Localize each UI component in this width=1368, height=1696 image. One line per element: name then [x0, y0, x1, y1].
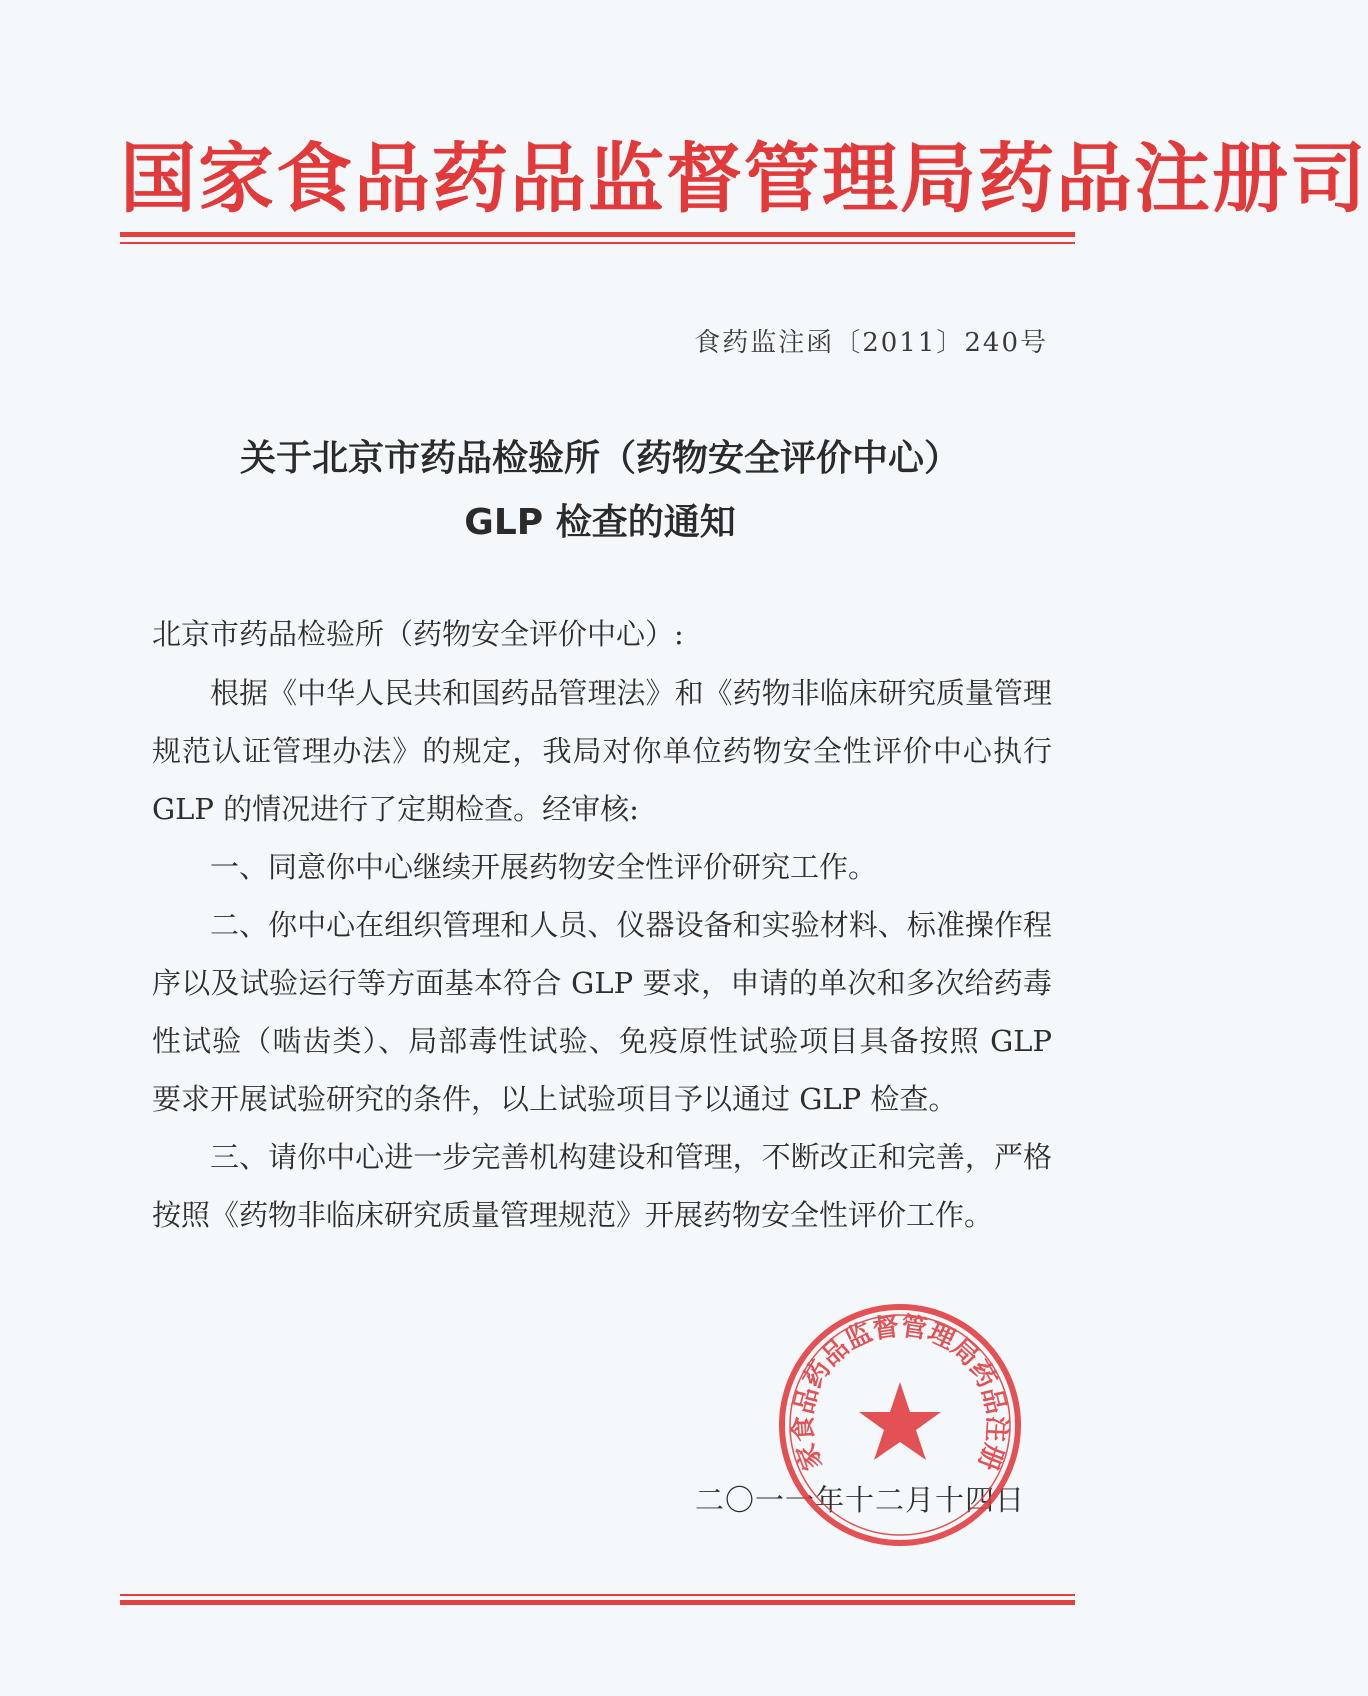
header-rule-thick — [120, 232, 1075, 237]
official-seal-stamp — [775, 1300, 1025, 1550]
seal-icon — [775, 1300, 1025, 1550]
footer-rule-thin — [120, 1594, 1075, 1596]
body-paragraph: 根据《中华人民共和国药品管理法》和《药物非临床研究质量管理规范认证管理办法》的规定，我局对你单位药物安全性评价中心执行 GLP 的情况进行了定期检查。经审核: — [152, 676, 1052, 826]
issue-date: 二〇一一年十二月十四日 — [695, 1483, 1026, 1517]
footer-rule-thick — [120, 1600, 1075, 1605]
body-text — [152, 664, 1052, 1244]
document-number: 食药监注函〔2011〕240号 — [694, 328, 1048, 358]
issuer-header-title: 国家食品药品监督管理局药品注册司 — [120, 134, 1368, 223]
svg-text:国家食品药品监督管理局药品注册司 — [775, 1300, 1012, 1474]
document-title-line-2: GLP 检查的通知 — [464, 502, 736, 543]
header-rule-thin — [120, 242, 1075, 244]
body-paragraph: 一、同意你中心继续开展药物安全性评价研究工作。 — [210, 850, 878, 884]
seal-text: 家食品药品监督管理局药品注册 — [788, 1311, 1012, 1475]
seal-star-icon — [859, 1382, 941, 1460]
body-paragraph: 三、请你中心进一步完善机构建设和管理，不断改正和完善，严格按照《药物非临床研究质量管理规范》开展药物安全性评价工作。 — [152, 1140, 1052, 1232]
body-paragraph: 二、你中心在组织管理和人员、仪器设备和实验材料、标准操作程序以及试验运行等方面基本符合 GLP 要求，申请的单次和多次给药毒性试验（啮齿类）、局部毒性试验、免疫原性试验项目具备按照 GLP 要求开展试验研究的条件，以上试验项目予以通过 GLP 检查。 — [152, 908, 1052, 1116]
addressee: 北京市药品检验所（药物安全评价中心）: — [152, 617, 684, 651]
document-title-line-1: 关于北京市药品检验所（药物安全评价中心） — [239, 438, 960, 479]
